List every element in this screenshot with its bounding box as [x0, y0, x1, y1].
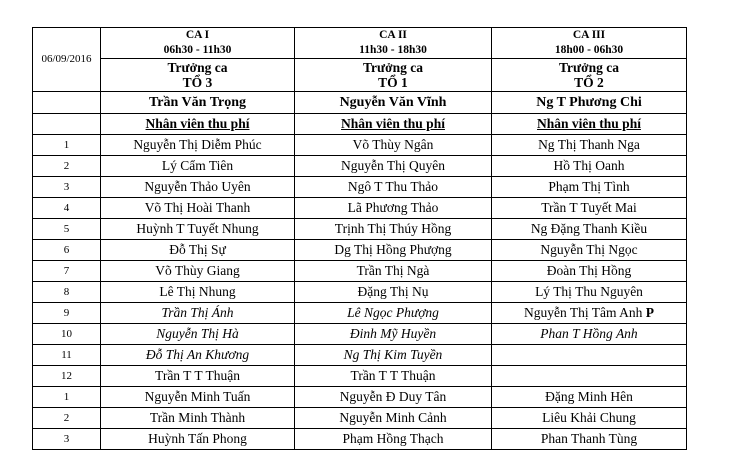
shift-3-staff: Hồ Thị Oanh: [492, 156, 687, 177]
row-number: 1: [33, 387, 101, 408]
table-row: [33, 156, 687, 177]
shift-2-staff: Lê Ngọc Phượng: [295, 303, 492, 324]
shift-2-staff: Nguyễn Thị Quyên: [295, 156, 492, 177]
staff-title-row: [33, 114, 687, 135]
shift-3-staff-cell: [492, 303, 687, 324]
table-row: [33, 429, 687, 450]
shift-3-staff-title: Nhân viên thu phí: [492, 114, 687, 135]
shift-3-staff: Đặng Minh Hên: [492, 387, 687, 408]
shift-1-staff: Võ Thị Hoài Thanh: [101, 198, 295, 219]
shift-1-team: TỔ 3: [182, 75, 213, 90]
row-number: 7: [33, 261, 101, 282]
shift-3-lead-name: Ng T Phương Chi: [492, 92, 687, 114]
shift-1-staff: Lê Thị Nhung: [101, 282, 295, 303]
shift-1-staff: Nguyễn Minh Tuấn: [101, 387, 295, 408]
shift-3-staff: Nguyễn Thị Tâm Anh: [524, 305, 643, 321]
shift-1-staff: Trần T T Thuận: [101, 366, 295, 387]
shift-1-staff: Lý Cẩm Tiên: [101, 156, 295, 177]
shift-3-staff: Đoàn Thị Hồng: [492, 261, 687, 282]
row-number: 11: [33, 345, 101, 366]
row-number: 2: [33, 156, 101, 177]
shift-1-lead-title: Trưởng ca: [167, 60, 228, 75]
table-row: [33, 387, 687, 408]
shift-2-staff: Ngô T Thu Thảo: [295, 177, 492, 198]
shift-3-staff: Nguyễn Thị Ngọc: [492, 240, 687, 261]
shift-2-header: [295, 28, 492, 59]
shift-3-staff: Phan Thanh Tùng: [492, 429, 687, 450]
shift-2-staff: Đặng Thị Nụ: [295, 282, 492, 303]
status-mark: P: [645, 305, 654, 321]
shift-roster-table: [32, 27, 687, 450]
shift-lead-title-row: [33, 59, 687, 92]
shift-1-time: 06h30 - 11h30: [163, 44, 232, 56]
table-row: [33, 282, 687, 303]
row-number: 4: [33, 198, 101, 219]
shift-1-staff: Nguyễn Thị Diễm Phúc: [101, 135, 295, 156]
shift-lead-name-row: [33, 92, 687, 114]
shift-2-staff: Trần Thị Ngà: [295, 261, 492, 282]
table-row: [33, 345, 687, 366]
table-row: [33, 303, 687, 324]
shift-3-staff: Lý Thị Thu Nguyên: [492, 282, 687, 303]
table-row: [33, 177, 687, 198]
table-row: [33, 135, 687, 156]
row-number: 6: [33, 240, 101, 261]
shift-1-staff: Võ Thùy Giang: [101, 261, 295, 282]
table-row: [33, 219, 687, 240]
shift-2-name: CA II: [379, 29, 407, 41]
shift-3-staff: [492, 345, 687, 366]
shift-2-staff: Nguyễn Đ Duy Tân: [295, 387, 492, 408]
row-number: 3: [33, 429, 101, 450]
shift-2-staff: Võ Thùy Ngân: [295, 135, 492, 156]
shift-3-lead-title: Trưởng ca: [559, 60, 619, 75]
shift-1-lead-header: [101, 59, 295, 92]
table-row: [33, 324, 687, 345]
shift-1-staff: Trần Minh Thành: [101, 408, 295, 429]
shift-3-name: CA III: [572, 29, 606, 41]
shift-2-staff: Đinh Mỹ Huyền: [295, 324, 492, 345]
shift-1-staff: Nguyễn Thị Hà: [101, 324, 295, 345]
shift-2-lead-name: Nguyễn Văn Vĩnh: [295, 92, 492, 114]
shift-1-staff: Huỳnh Tấn Phong: [101, 429, 295, 450]
shift-1-lead-name: Trần Văn Trọng: [101, 92, 295, 114]
shift-3-time: 18h00 - 06h30: [554, 44, 624, 56]
roster-date: 06/09/2016: [33, 28, 101, 92]
shift-3-lead-header: [492, 59, 687, 92]
row-number: 1: [33, 135, 101, 156]
shift-3-staff: Ng Đặng Thanh Kiều: [492, 219, 687, 240]
shift-2-staff: Nguyễn Minh Cảnh: [295, 408, 492, 429]
shift-1-staff: Nguyễn Thảo Uyên: [101, 177, 295, 198]
shift-2-staff: Trịnh Thị Thúy Hồng: [295, 219, 492, 240]
shift-1-staff: Huỳnh T Tuyết Nhung: [101, 219, 295, 240]
row-number: 10: [33, 324, 101, 345]
row-number: 8: [33, 282, 101, 303]
shift-2-team: TỔ 1: [378, 75, 408, 90]
shift-1-name: CA I: [185, 29, 210, 41]
row-number: 2: [33, 408, 101, 429]
empty-cell: [33, 92, 101, 114]
shift-2-time: 11h30 - 18h30: [359, 44, 427, 56]
shift-3-staff: [492, 366, 687, 387]
table-row: [33, 198, 687, 219]
table-row: [33, 240, 687, 261]
shift-1-staff: Đỗ Thị An Khương: [101, 345, 295, 366]
shift-2-staff: Phạm Hồng Thạch: [295, 429, 492, 450]
shift-3-staff: Phan T Hồng Anh: [492, 324, 687, 345]
empty-cell: [33, 114, 101, 135]
row-number: 9: [33, 303, 101, 324]
shift-2-staff: Lã Phương Thảo: [295, 198, 492, 219]
shift-2-staff: Ng Thị Kim Tuyền: [295, 345, 492, 366]
table-row: [33, 366, 687, 387]
shift-3-staff: Liêu Khải Chung: [492, 408, 687, 429]
shift-1-staff: Đỗ Thị Sự: [101, 240, 295, 261]
shift-2-staff: Dg Thị Hồng Phượng: [295, 240, 492, 261]
shift-3-staff: Ng Thị Thanh Nga: [492, 135, 687, 156]
shift-3-header: [492, 28, 687, 59]
row-number: 5: [33, 219, 101, 240]
table-row: [33, 408, 687, 429]
shift-header-row: [33, 28, 687, 59]
table-row: [33, 261, 687, 282]
shift-3-staff: Phạm Thị Tình: [492, 177, 687, 198]
shift-3-staff: Trần T Tuyết Mai: [492, 198, 687, 219]
shift-2-lead-title: Trưởng ca: [363, 60, 423, 75]
shift-2-lead-header: [295, 59, 492, 92]
shift-1-header: [101, 28, 295, 59]
shift-1-staff-title: Nhân viên thu phí: [101, 114, 295, 135]
shift-2-staff: Trần T T Thuận: [295, 366, 492, 387]
row-number: 3: [33, 177, 101, 198]
row-number: 12: [33, 366, 101, 387]
shift-2-staff-title: Nhân viên thu phí: [295, 114, 492, 135]
shift-3-team: TỔ 2: [574, 75, 604, 90]
shift-1-staff: Trần Thị Ánh: [101, 303, 295, 324]
